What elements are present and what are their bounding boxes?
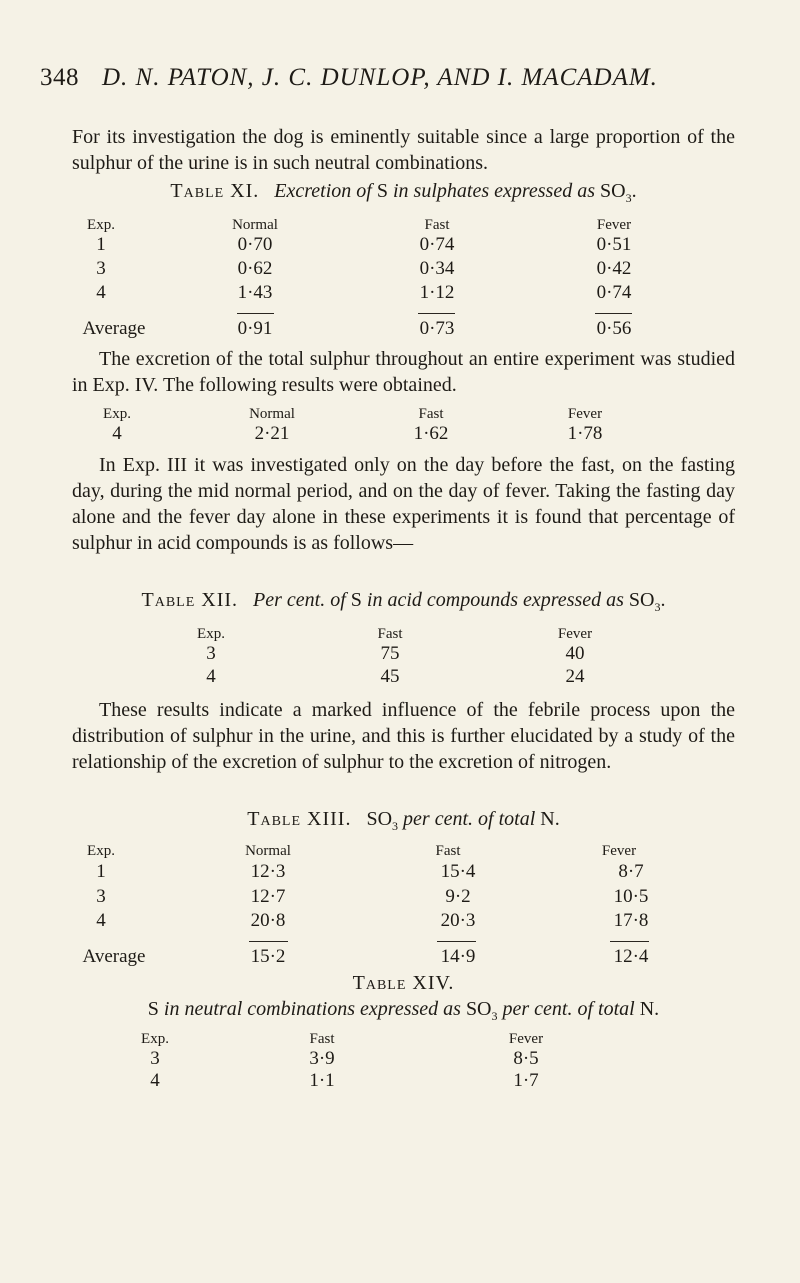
table-11-header-exp: Exp. xyxy=(87,217,115,233)
table-12-cell: 45 xyxy=(380,666,400,687)
table-13-title-b: per cent. xyxy=(403,808,474,830)
table-13-title-d: N. xyxy=(540,808,560,830)
table-14-cell: 4 xyxy=(150,1070,160,1091)
table-14-cell: 8·5 xyxy=(513,1048,539,1069)
table-13-average-cell: 14·9 xyxy=(440,946,476,967)
table-11-cell: 0·51 xyxy=(596,234,632,255)
table-11-cell: 4 xyxy=(96,282,106,303)
table-11-cell: 1·12 xyxy=(419,282,455,303)
table-13-label: Table XIII. xyxy=(247,808,352,830)
table-14-header-exp: Exp. xyxy=(141,1031,169,1047)
paragraph-3: In Exp. III it was investigated only on the day before the fast, on the fasting day, during the mid normal period, and on the day of fever. Taking the fasting day alone and the fever day alone in these experiments it is found that percentage of sulphur in acid compounds is as follows— xyxy=(72,454,735,554)
table-14-header-fever: Fever xyxy=(508,1031,544,1047)
table-12-header-fast: Fast xyxy=(377,626,403,642)
table-14-sub-sub: 3 xyxy=(491,1009,498,1023)
table-11-title-a: Excretion xyxy=(274,180,352,202)
table-11-caption xyxy=(72,178,735,204)
table-11-title-d: in sulphates expressed as xyxy=(392,180,595,202)
table-14-sub-d: per cent. xyxy=(502,998,573,1020)
table-14-caption xyxy=(72,970,735,996)
table-11-title-c: S xyxy=(376,180,388,202)
table-14-cell: 3 xyxy=(150,1048,160,1069)
table-13-cell: 4 xyxy=(96,910,106,931)
table-12-cell: 24 xyxy=(565,666,585,687)
table-11-cell: 0·74 xyxy=(419,234,455,255)
table-11-title-end: . xyxy=(631,180,637,202)
table-13-cell: 3 xyxy=(96,886,106,907)
table-11-title-e: SO xyxy=(600,180,626,202)
table-11-cell: 0·34 xyxy=(419,258,455,279)
table-11-average-label: Average xyxy=(82,318,146,339)
table-13-title-sub: 3 xyxy=(392,819,399,833)
table-11-title-b: of xyxy=(356,180,372,202)
running-header xyxy=(40,58,760,98)
table-11-average-cell: 0·91 xyxy=(237,318,273,339)
table-12-cell: 4 xyxy=(206,666,216,687)
table-13-sum-rule xyxy=(437,941,476,942)
table-11-sum-rule xyxy=(418,313,455,314)
table-13-cell: 12·3 xyxy=(250,861,286,882)
table-13-cell: 20·8 xyxy=(250,910,286,931)
table-13-cell: 20·3 xyxy=(440,910,476,931)
table-14-header-fast: Fast xyxy=(309,1031,335,1047)
running-header-authors: D. N. PATON, J. C. DUNLOP, AND I. MACADAM. xyxy=(102,64,658,91)
table-12-title-d: in acid compounds expressed as xyxy=(366,589,624,611)
table-13-sum-rule xyxy=(610,941,649,942)
table-13-cell: 9·2 xyxy=(445,886,471,907)
table-12-title-b: of xyxy=(330,589,346,611)
table-13-header-fast: Fast xyxy=(435,843,461,859)
table-12-title-e: SO xyxy=(628,589,655,611)
table-11-label: Table XI. xyxy=(170,180,260,202)
table-11-cell: 3 xyxy=(96,258,106,279)
table-11-cell: 0·74 xyxy=(596,282,632,303)
table-exp-4-cell: 1·78 xyxy=(567,423,603,444)
table-11-sum-rule xyxy=(237,313,274,314)
table-exp-4-cell: 1·62 xyxy=(413,423,449,444)
table-12-caption xyxy=(72,587,735,613)
table-13-header-exp: Exp. xyxy=(87,843,115,859)
table-14-cell: 1·1 xyxy=(309,1070,335,1091)
table-exp-4-header-fast: Fast xyxy=(418,406,444,422)
table-14-sub-a: S xyxy=(147,998,159,1020)
table-exp-4-header-fever: Fever xyxy=(567,406,603,422)
paragraph-2: The excretion of the total sulphur throughout an entire experiment was studied in Exp. IV. The following results were obtained. xyxy=(72,348,735,396)
table-exp-4-cell: 4 xyxy=(112,423,122,444)
table-11-average-cell: 0·73 xyxy=(419,318,455,339)
table-12-header-exp: Exp. xyxy=(197,626,225,642)
table-12-cell: 40 xyxy=(565,643,585,664)
table-12-cell: 75 xyxy=(380,643,400,664)
table-13-cell: 8·7 xyxy=(618,861,644,882)
table-13-cell: 15·4 xyxy=(440,861,476,882)
table-13-header-fever: Fever xyxy=(601,843,637,859)
table-11-cell: 1 xyxy=(96,234,106,255)
table-13-title-a: SO xyxy=(366,808,393,830)
table-14-cell: 1·7 xyxy=(513,1070,539,1091)
table-13-average-cell: 15·2 xyxy=(250,946,286,967)
table-14-sub-b: in neutral combinations expressed as xyxy=(163,998,461,1020)
paragraph-4: These results indicate a marked influence of the febrile process upon the distribution of sulphur in the urine, and this is further elucidated by a study of the relationship of the excretion of sulphur to the excretion of nitrogen. xyxy=(72,699,735,773)
table-12-title-sub: 3 xyxy=(654,600,661,614)
table-13-caption xyxy=(72,806,735,832)
table-13-cell: 12·7 xyxy=(250,886,286,907)
table-exp-4-header-normal: Normal xyxy=(249,406,295,422)
table-11-cell: 0·42 xyxy=(596,258,632,279)
table-11-header-normal: Normal xyxy=(232,217,278,233)
table-11-title-sub: 3 xyxy=(625,191,632,205)
table-14-cell: 3·9 xyxy=(309,1048,335,1069)
table-11-cell: 0·62 xyxy=(237,258,273,279)
table-exp-4-header-exp: Exp. xyxy=(103,406,131,422)
table-11-sum-rule xyxy=(595,313,632,314)
table-14-sub-f: N. xyxy=(639,998,660,1020)
table-13-cell: 1 xyxy=(96,861,106,882)
table-14-subtitle xyxy=(72,996,735,1022)
table-13-average-label: Average xyxy=(82,946,146,967)
table-11-cell: 1·43 xyxy=(237,282,273,303)
table-14-label: Table XIV. xyxy=(352,972,455,994)
table-12-cell: 3 xyxy=(206,643,216,664)
page-number: 348 xyxy=(40,64,79,91)
table-12-title-a: Per cent. xyxy=(253,589,326,611)
table-12-title-end: . xyxy=(660,589,666,611)
table-11-header-fever: Fever xyxy=(596,217,632,233)
paragraph-1: For its investigation the dog is eminently suitable since a large proportion of the sulphur of the urine is in such neutral combinations. xyxy=(72,126,735,174)
table-13-header-normal: Normal xyxy=(245,843,291,859)
table-11-header-fast: Fast xyxy=(424,217,450,233)
table-13-sum-rule xyxy=(249,941,288,942)
table-14-sub-e: of total xyxy=(577,998,635,1020)
table-13-title-c: of total xyxy=(478,808,536,830)
table-13-average-cell: 12·4 xyxy=(613,946,649,967)
table-11-average-cell: 0·56 xyxy=(596,318,632,339)
table-exp-4-cell: 2·21 xyxy=(254,423,290,444)
table-12-header-fever: Fever xyxy=(557,626,593,642)
table-12-title-c: S xyxy=(350,589,362,611)
table-12-label: Table XII. xyxy=(141,589,239,611)
table-13-cell: 17·8 xyxy=(613,910,649,931)
table-14-sub-c: SO xyxy=(465,998,492,1020)
table-11-cell: 0·70 xyxy=(237,234,273,255)
table-13-cell: 10·5 xyxy=(613,886,649,907)
